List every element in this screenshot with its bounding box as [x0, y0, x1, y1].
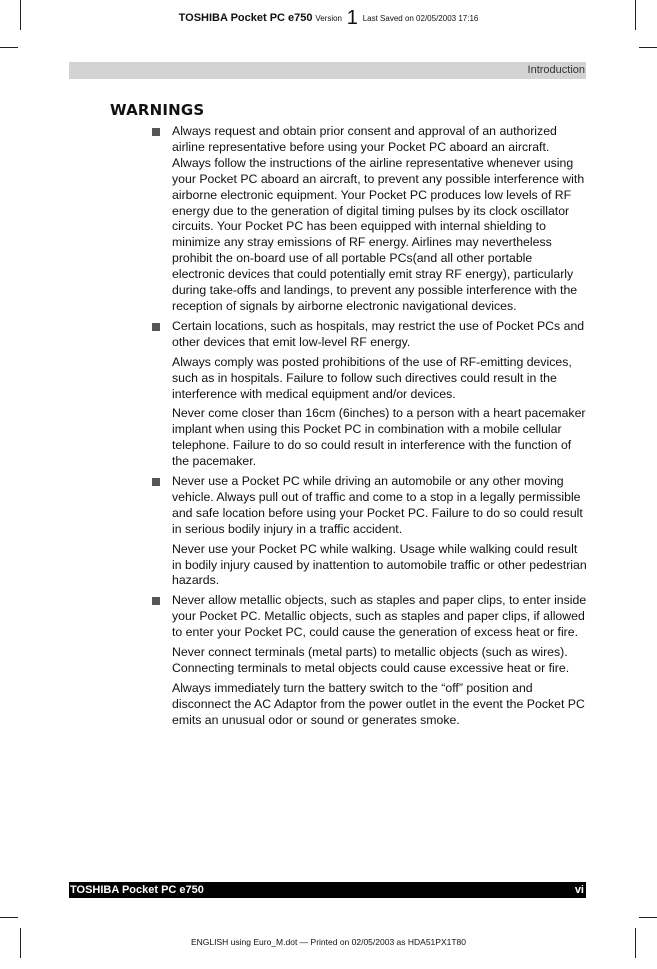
warning-item-aircraft — [172, 124, 588, 315]
warning-item-metallic-objects — [172, 593, 588, 728]
warnings-list — [172, 124, 588, 733]
warning-paragraph: Always immediately turn the battery switch to the “off” position and disconnect the AC Adaptor from the power outlet in the event the Pocket PC emits an unusual odor or sound or generates smoke. — [172, 680, 585, 727]
crop-mark-bottom-left-horizontal — [0, 917, 18, 918]
document-header — [0, 7, 657, 29]
footer-bar — [69, 882, 586, 898]
print-info: ENGLISH using Euro_M.dot — Printed on 02/05/2003 as HDA51PX1T80 — [191, 937, 466, 947]
section-label: Introduction — [527, 64, 585, 76]
warning-paragraph: Never connect terminals (metal parts) to metallic objects (such as wires). Connecting terminals to metal objects could cause excessive heat or fire. — [172, 645, 570, 675]
warning-paragraph: Never use your Pocket PC while walking. Usage while walking could result in bodily injury caused by inattention to automobile traffic or other pedestrian hazards. — [172, 541, 587, 588]
square-bullet-icon — [152, 478, 160, 486]
header-version-label: Version — [315, 14, 342, 23]
warning-item-hospitals — [172, 319, 588, 470]
warning-paragraph: Never allow metallic objects, such as staples and paper clips, to enter inside your Pocket PC. Metallic objects, such as staples and paper clips, if allowed to enter your Pocket PC, could cause the generation of excess heat or fire. — [172, 593, 587, 640]
warning-paragraph: Certain locations, such as hospitals, may restrict the use of Pocket PCs and other devices that emit low-level RF energy. — [172, 318, 585, 349]
header-saved-date: Last Saved on 02/05/2003 17:16 — [362, 14, 479, 23]
warning-item-driving — [172, 474, 588, 589]
square-bullet-icon — [152, 128, 160, 136]
warning-paragraph: Never come closer than 16cm (6inches) to a person with a heart pacemaker implant when using this Pocket PC in combination with a mobile cellular telephone. Failure to do so could result in interference with the function of the pacemaker. — [172, 406, 586, 469]
warning-paragraph: Always request and obtain prior consent and approval of an authorized airline representative before using your Pocket PC aboard an aircraft. Always follow the instructions of the airline representative whenever using your Pocket PC aboard an aircraft, to prevent any possible interference with airborne electronic equipment. Your Pocket PC produces low levels of RF energy due to the generation of digital timing pulses by its clock oscillator circuits. Your Pocket PC has been equipped with internal shielding to minimize any stray emissions of RF energy. Airlines may nevertheless prohibit the on-board use of all portable PCs(and all other portable electronic devices that could potentially emit stray RF energy), particularly during take-offs and landings, to prevent any possible interference with the reception of signals by airborne electronic navigational devices. — [172, 124, 585, 313]
crop-mark-top-left-horizontal — [0, 47, 18, 48]
crop-mark-top-right-horizontal — [639, 47, 657, 48]
section-bar — [69, 62, 586, 79]
header-version-number: 1 — [346, 7, 358, 29]
page-number: vi — [574, 884, 584, 896]
header-title: TOSHIBA Pocket PC e750 — [178, 12, 313, 24]
page-heading: WARNINGS — [110, 101, 205, 119]
crop-mark-bottom-right-horizontal — [639, 917, 657, 918]
footer-title: TOSHIBA Pocket PC e750 — [70, 884, 204, 896]
warning-paragraph: Always comply was posted prohibitions of the use of RF-emitting devices, such as in hospitals. Failure to follow such directives could result in the interference with medical equipment and/or devices. — [172, 354, 572, 401]
square-bullet-icon — [152, 597, 160, 605]
warning-paragraph: Never use a Pocket PC while driving an automobile or any other moving vehicle. Always pull out of traffic and come to a stop in a legally permissible and safe location before using your Pocket PC. Failure to do so could result in serious bodily injury in a traffic accident. — [172, 474, 583, 536]
square-bullet-icon — [152, 323, 160, 331]
